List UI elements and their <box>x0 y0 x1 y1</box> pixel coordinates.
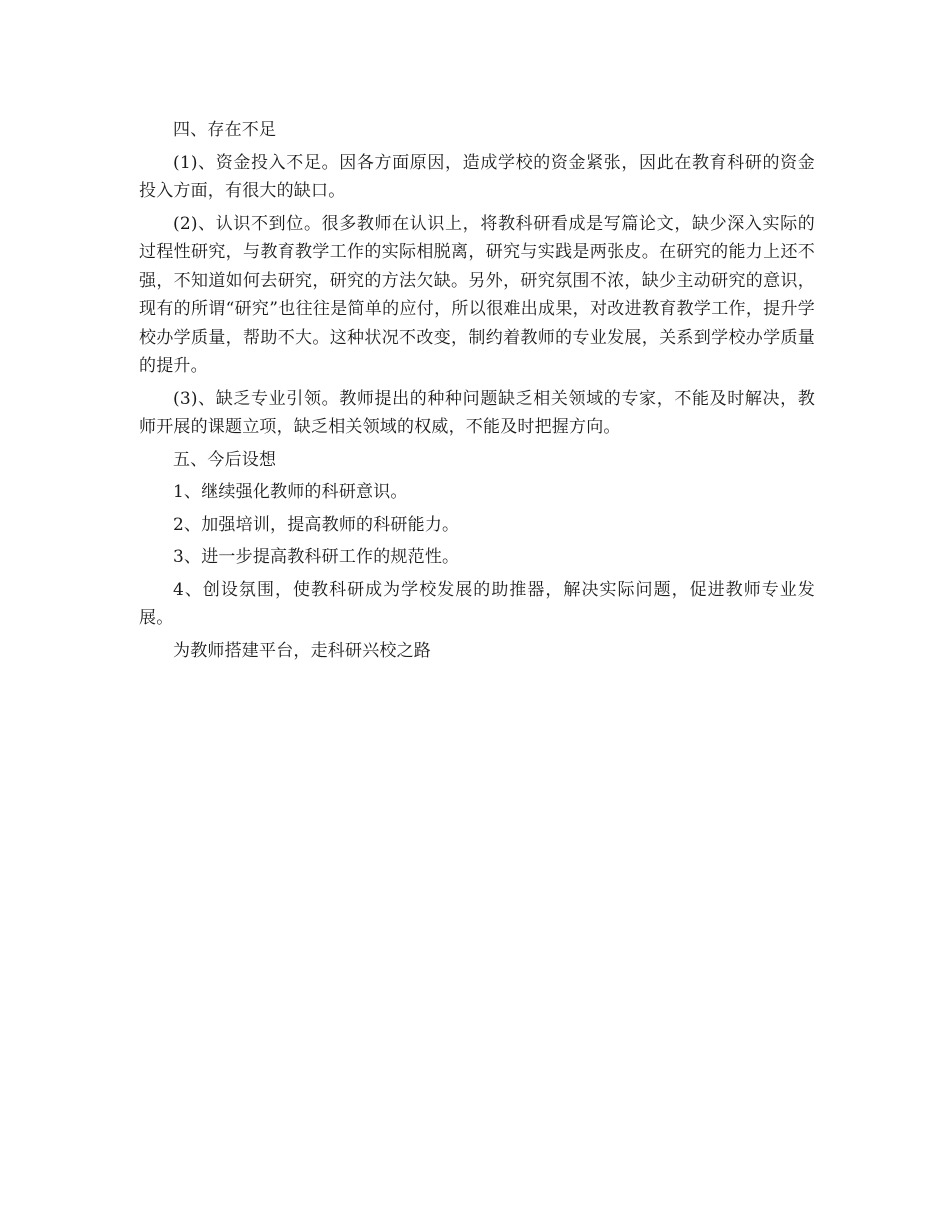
section-heading-shortcomings: 四、存在不足 <box>173 120 277 140</box>
list-item-plan-1: 1、继续强化教师的科研意识。 <box>173 482 408 502</box>
closing-line: 为教师搭建平台，走科研兴校之路 <box>173 640 431 661</box>
section-heading-future-plans: 五、今后设想 <box>173 449 277 470</box>
paragraph-guidance: (3)、缺乏专业引领。教师提出的种种问题缺乏相关领域的专家，不能及时解决，教师开展的课题立项，缺乏相关领域的权威，不能及时把握方向。 <box>139 388 815 437</box>
document-body <box>139 116 815 669</box>
list-item-plan-4: 4、创设氛围，使教科研成为学校发展的助推器，解决实际问题，促进教师专业发展。 <box>139 579 815 628</box>
list-item-plan-2: 2、加强培训，提高教师的科研能力。 <box>173 514 460 535</box>
list-item-plan-3: 3、进一步提高教科研工作的规范性。 <box>173 547 460 567</box>
paragraph-funding: (1)、资金投入不足。因各方面原因，造成学校的资金紧张，因此在教育科研的资金投入方面，有很大的缺口。 <box>139 152 815 201</box>
paragraph-awareness: (2)、认识不到位。很多教师在认识上，将教科研看成是写篇论文，缺少深入实际的过程性研究，与教育教学工作的实际相脱离，研究与实践是两张皮。在研究的能力上还不强，不知道如何去研究，研究的方法欠缺。另外，研究氛围不浓，缺少主动研究的意识，现有的所谓“研究”也往往是简单的应付，所以很难出成果，对改进教育教学工作，提升学校办学质量，帮助不大。这种状况不改变，制约着教师的专业发展，关系到学校办学质量的提升。 <box>139 213 815 376</box>
